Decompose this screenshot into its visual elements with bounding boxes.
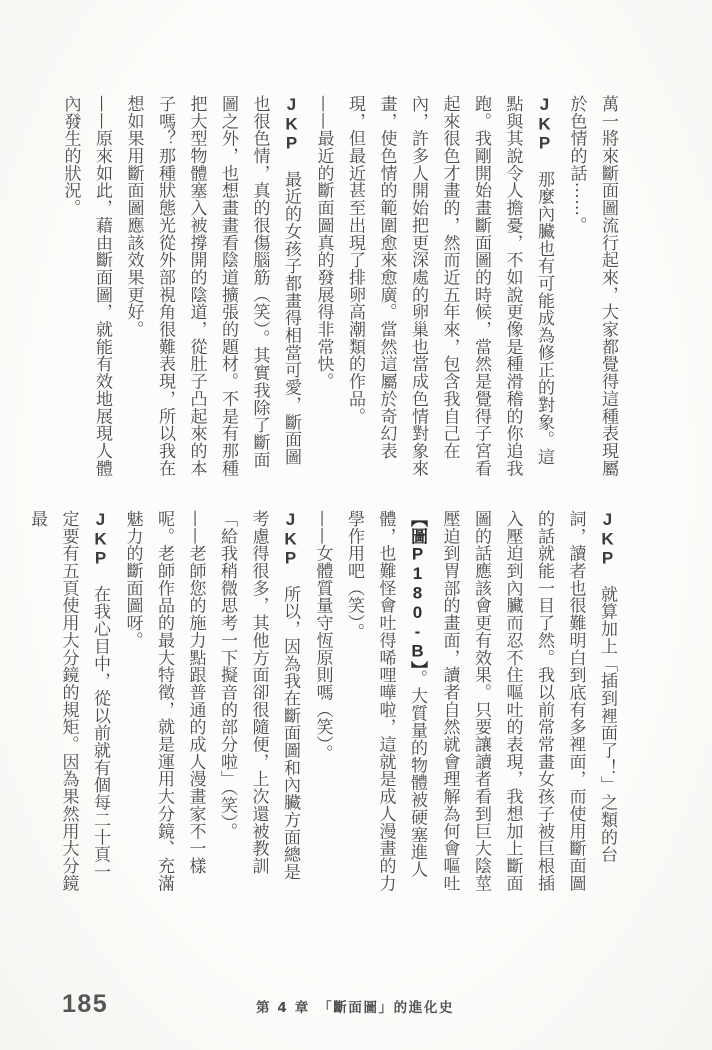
- text-run: 最近的女孩子都畫得相當可愛，斷面圖也很色情，真的很傷腦筋（笑）。其實我除了斷面圖之外，也想畫畫看陰道擴張的題材。不是有那種把大型物體塞入被撐開的陰道，從肚子凸起來的本子嗎？那種狀態光從外部視角很難表現，所以我在想如果用斷面圖應該效果更好。: [123, 95, 301, 477]
- text-run: 。大質量的物體被硬塞進人體，也難怪會吐得唏哩嘩啦，這就是成人漫畫的力學作用吧（笑）。: [344, 510, 427, 892]
- interview-text-block-top: [54, 95, 623, 481]
- speaker-label: JKP: [598, 510, 617, 569]
- text-run: 就算加上「插到裡面了！」之類的台詞，讀者也很難明白到底有多裡面，而使用斷面圖的話就能一目了然。我以前常常畫女孩子被巨根插入壓迫到內臟而忍不住嘔吐的表現，我想加上斷面圖的話應該會更有效果。只要讓讀者看到巨大陰莖壓迫到胃部的畫面，讀者自然就會理解為何會嘔吐: [439, 510, 617, 892]
- page-number: 185: [62, 990, 109, 1018]
- interview-paragraph: [117, 95, 307, 481]
- text-run: ——原來如此，藉由斷面圖，就能有效地展現人體內發生的狀況。: [60, 95, 112, 477]
- speaker-label: JKP: [281, 510, 300, 569]
- interview-text-block-bottom: [21, 510, 624, 896]
- interview-paragraph: [211, 510, 307, 896]
- interview-paragraph: [338, 510, 624, 896]
- text-run: ——最近的斷面圖真的發展得非常快。: [313, 95, 334, 390]
- interview-paragraph: [54, 95, 117, 481]
- speaker-label: JKP: [535, 95, 554, 154]
- figure-reference: 】: [407, 660, 427, 670]
- text-run: 所以，因為我在斷面圖和內臟方面總是考慮得很多，其他方面卻很隨便，上次還被教訓「給我稍微思考一下擬音的部分啦」（笑）。: [217, 510, 300, 881]
- interview-paragraph: [307, 95, 339, 481]
- figure-code: P180-B: [408, 544, 427, 661]
- text-run: 萬一將來斷面圖流行起來，大家都覺得這種表現屬於色情的話⋯⋯。: [566, 95, 618, 477]
- text-run: ——老師您的施力點跟普通的成人漫畫家不一樣呢。老師作品的最大特徵，就是運用大分鏡、充滿魅力的斷面圖呀。: [122, 510, 206, 892]
- speaker-label: JKP: [91, 510, 110, 569]
- interview-paragraph: [560, 95, 623, 481]
- chapter-footer: 第 4 章 「斷面圖」的進化史: [256, 1000, 455, 1016]
- interview-paragraph: [116, 510, 211, 896]
- text-run: ——女體質量守恆原則嗎（笑）。: [312, 510, 333, 762]
- interview-paragraph: [306, 510, 338, 896]
- interview-paragraph: [21, 510, 117, 896]
- speaker-label: JKP: [282, 95, 301, 154]
- text-run: 在我心目中，從以前就有個每二十頁一定要有五頁使用大分鏡的規矩。因為果然用大分鏡最: [27, 510, 110, 892]
- figure-reference: 【圖: [407, 510, 427, 545]
- text-run: 那麼內臟也有可能成為修正的對象。這點與其說令人擔憂，不如說更像是種滑稽的你追我跑。我剛開始畫斷面圖的時候，當然是覺得子宮看起來很色才畫的，然而近五年來，包含我自己在內，許多人開始把更深處的卵巢也當成色情對象來畫，使色情的範圍愈來愈廣。當然這屬於奇幻表現，但最近甚至出現了排卵高潮類的作品。: [345, 95, 554, 477]
- interview-paragraph: [339, 95, 561, 481]
